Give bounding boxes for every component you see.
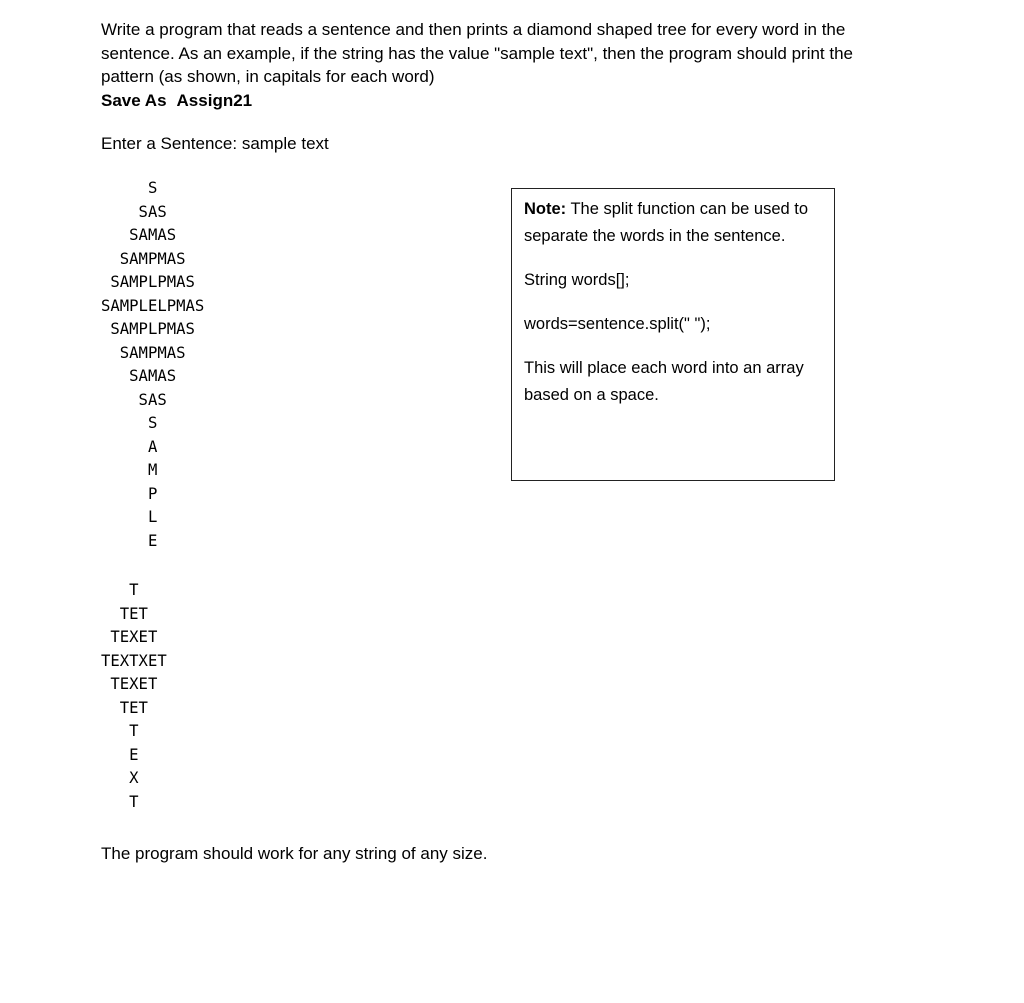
diamond-pattern-sample [101,177,204,553]
pattern-text-row: TEXET [101,628,158,646]
code-split-call: words=sentence.split(" "); [524,315,711,333]
save-as-line [101,89,901,113]
pattern-text-row: TEXET [101,675,158,693]
pattern-sample-row: SAS [101,202,167,221]
pattern-sample-row: SAMAS [101,226,177,244]
save-as-label: Save As [101,90,167,110]
pattern-sample-row: S [101,414,158,432]
pattern-sample-row: SAMPLPMAS [101,320,195,338]
pattern-sample-row: SAMPLELPMAS [101,296,205,315]
pattern-sample-row: SAMPLPMAS [101,273,195,291]
pattern-sample-row: E [101,531,158,550]
closing-statement: The program should work for any string of any size. [101,844,488,863]
pattern-sample-row: L [101,508,158,526]
pattern-text-row: TET [101,698,148,717]
code-declaration: String words[]; [524,271,630,289]
pattern-text-row: T [101,581,139,599]
note-text: The split function can be used to separate the words in the sentence. [524,200,809,245]
pattern-text-row: T [101,792,139,811]
pattern-sample-row: A [101,437,158,456]
instruction-line-2: sentence. As an example, if the string has the value "sample text", then the program should print the [101,43,854,63]
pattern-text-row: TET [101,604,148,623]
pattern-text-row: X [101,769,139,787]
note-box [511,188,835,481]
assignment-instructions [101,18,901,112]
pattern-text-row: T [101,722,139,740]
note-explanation: This will place each word into an array based on a space. [524,359,804,404]
pattern-sample-row: SAMAS [101,367,177,385]
pattern-sample-row: SAMPMAS [101,343,186,362]
pattern-sample-row: M [101,461,158,479]
pattern-sample-row: SAMPMAS [101,249,186,268]
save-as-filename: Assign21 [176,90,253,110]
pattern-text-row: TEXTXET [101,651,167,670]
instruction-line-3: pattern (as shown, in capitals for each word) [101,67,435,86]
pattern-sample-row: SAS [101,390,167,409]
note-label: Note: [524,200,567,218]
instruction-line-1: Write a program that reads a sentence and then prints a diamond shaped tree for every word in the [101,20,846,39]
pattern-sample-row: S [101,179,158,197]
pattern-text-row: E [101,745,139,764]
sample-input-prompt: Enter a Sentence: sample text [101,134,329,153]
diamond-pattern-text [101,579,167,814]
note-paragraph [524,196,822,250]
pattern-sample-row: P [101,484,158,503]
